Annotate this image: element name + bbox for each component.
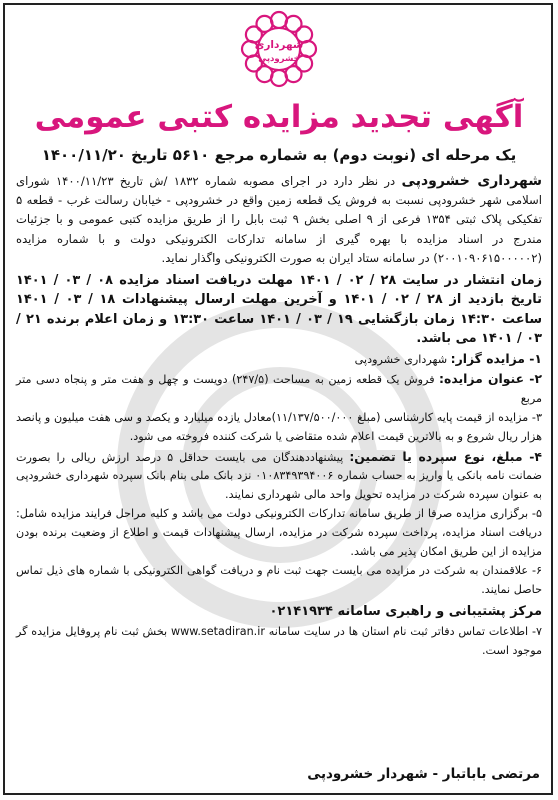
item-7: ۷- اطلاعات تماس دفاتر ثبت نام استان ها در سایت سامانه www.setadiran.ir بخش ثبت نام پروفایل مزایده گر موجود است. (16, 625, 542, 657)
support-center-line: مرکز پشتیبانی و راهبری سامانه ۰۲۱۴۱۹۳۴ (269, 604, 542, 620)
item-2 (16, 370, 542, 408)
item-1-text: شهرداری خشرودپی (354, 352, 451, 366)
item-6 (16, 562, 542, 599)
item-4 (16, 448, 542, 505)
item-5-text: ۵- برگزاری مزایده صرفا از طریق سامانه تدارکات الکترونیکی دولت می باشد و کلیه مراحل فرایند مزایده شامل: دریافت اسناد مزایده، پرداخت سپرده شرکت در مزایده، ارسال پیشنهادات قیمت و اطلاع از وضعیت برنده بودن مزایده از این طریق امکان پذیر می باشد. (16, 507, 542, 558)
item-4-text: پیشنهاددهندگان می بایست حداقل ۵ درصد ارزش ریالی را بصورت ضمانت نامه بانکی یا واریز به حساب شماره ۰۱۰۸۳۴۹۳۹۴۰۰۶ نزد بانک ملی بنام بانک سپرده شهرداری خشرودپی به عنوان سپرده شرکت در مزایده تحویل واحد مالی شهرداری نمایند. (16, 450, 542, 501)
logo-emblem (229, 8, 329, 90)
municipality-logo (229, 8, 329, 90)
item-2-text: فروش یک قطعه زمین به مساحت (۲۴۷/۵) دویست و چهل و هفت متر و پنجاه دسی متر مربع (16, 373, 542, 405)
item-3 (16, 409, 542, 446)
intro-lead: شهرداری خشرودپی (401, 173, 542, 189)
item-3-text: ۳- مزایده از قیمت پایه کارشناسی (مبلغ ۱۱/۱۳۷/۵۰۰/۰۰۰)معادل یازده میلیارد و یکصد و سی هفت میلیون و پانصد هزار ریال شروع و به بالاترین قیمت اعلام شده متقاضی یا شرکت کننده فروخته می شود. (16, 411, 542, 444)
item-4-head: ۴- مبلغ، نوع سپرده یا تضمین: (349, 448, 542, 464)
schedule-paragraph: زمان انتشار در سایت ۲۸ / ۰۲ / ۱۴۰۱ مهلت دریافت اسناد مزایده ۰۸ / ۰۳ / ۱۴۰۱ تاریخ بازدید از ۲۸ / ۰۲ / ۱۴۰۱ و آخرین مهلت ارسال پیشنهادات ۱۸ / ۰۳ / ۱۴۰۱ ساعت ۱۴:۳۰ زمان بازگشایی ۱۹ / ۰۳ / ۱۴۰۱ ساعت ۱۳:۳۰ و زمان اعلام برنده ۲۱ / ۰۳ / ۱۴۰۱ می باشد. (16, 273, 543, 347)
signature-line: مرتضی باباتبار - شهردار خشرودپی (307, 766, 540, 782)
intro-paragraph (16, 172, 542, 268)
intro-text: در نظر دارد در اجرای مصوبه شماره ۱۸۳۲ /ش تاریخ ۱۴۰۰/۱۱/۲۳ شورای اسلامی شهر خشرودپی نسبت به فروش یک قطعه زمین واقع در خشرودپی - خیابان رسالت غرب - قطعه ۵ تفکیکی پلاک ثبتی ۱۳۵۴ فرعی از ۹ اصلی بخش ۹ ثبت بابل را از طریق مزایده کتبی عمومی و با جزئیات مندرج در اسناد مزایده با بهره گیری از سامانه تدارکات الکترونیکی دولت و با شماره مزایده (۲۰۰۱۰۹۰۶۱۵۰۰۰۰۰۲) در سامانه ستاد ایران به صورت الکترونیکی واگذار نماید. (16, 174, 542, 265)
reference-line: یک مرحله ای (نوبت دوم) به شماره مرجع ۵۶۱۰ تاریخ ۱۴۰۰/۱۱/۲۰ (41, 146, 517, 164)
item-6-text: ۶- علاقمندان به شرکت در مزایده می بایست جهت ثبت نام و دریافت گواهی الکترونیکی با شماره های ذیل تماس حاصل نمایند. (16, 564, 542, 596)
item-2-head: ۲- عنوان مزایده: (439, 371, 543, 387)
logo-text-line1: شهرداری (254, 39, 304, 51)
logo-text-line2: خشرودپی (258, 54, 300, 64)
notice-body (16, 172, 542, 661)
item-1-head: ۱- مزایده گزار: (450, 350, 542, 366)
item-1 (16, 350, 542, 370)
item-5 (16, 505, 542, 561)
page-title: آگهی تجدید مزایده کتبی عمومی (34, 99, 524, 135)
